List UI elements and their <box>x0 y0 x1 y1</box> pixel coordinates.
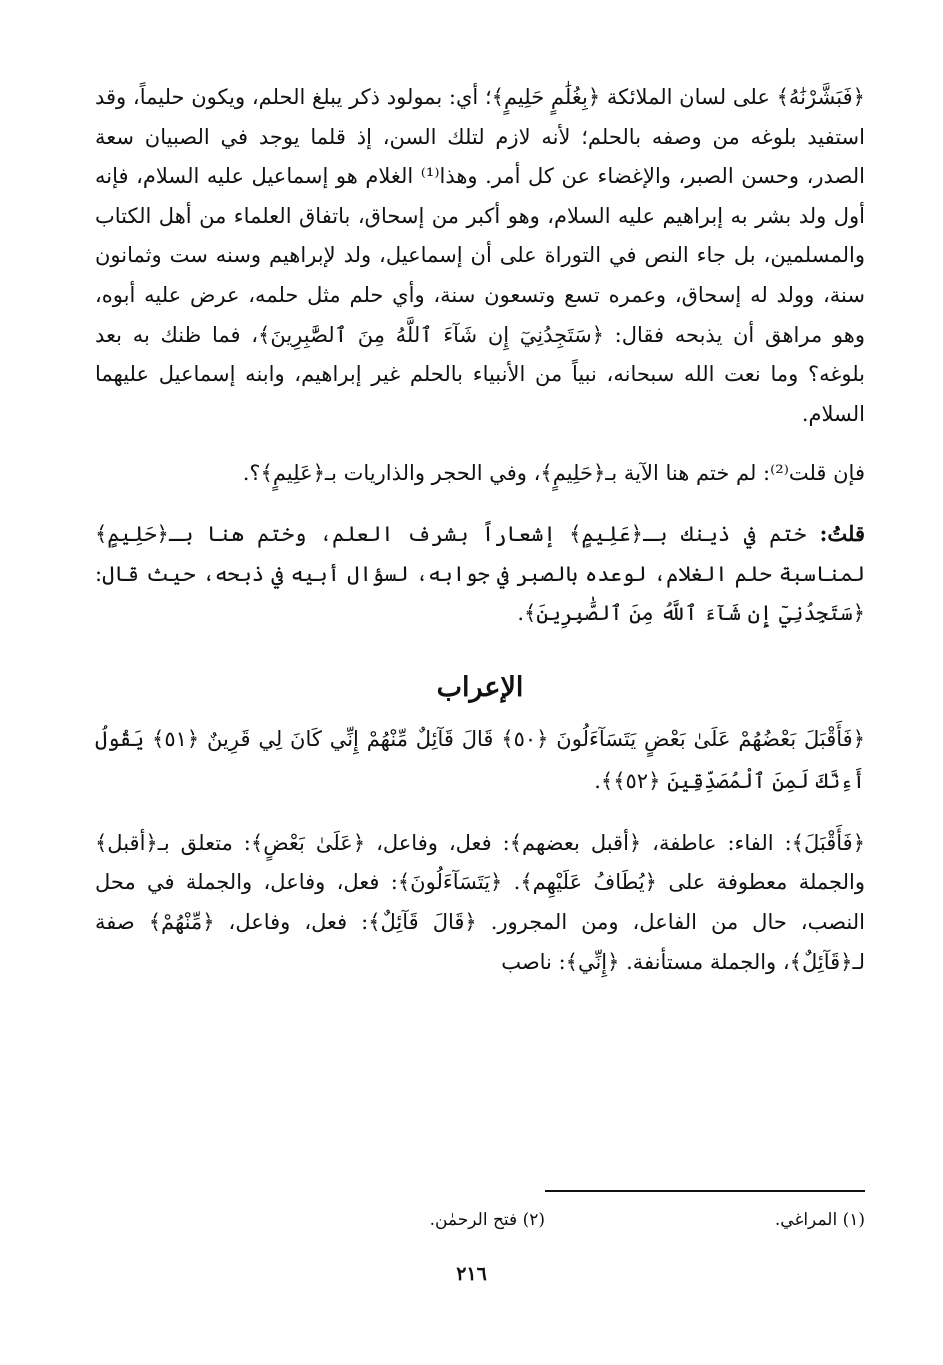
answer-lead: قلتُ: <box>819 520 865 546</box>
footnote-divider <box>545 1190 865 1192</box>
answer-text: ختم في ذينك بـ﴿عَلِيمٍ﴾ إشعاراً بشرف العلم، وختم هنا بـ﴿حَلِيمٍ﴾ لمناسبة حلم الغلام، لوعده بالصبر في جوابه، لسؤال أبيه في ذبحه، حيث قال: ﴿سَتَجِدُنِيٓ إِن شَآءَ ٱللَّهُ مِنَ ٱلصَّٰبِرِينَ﴾. <box>95 521 865 626</box>
section-heading: الإعراب <box>436 671 524 703</box>
footnote-1: (١) المراغي. <box>774 1210 865 1230</box>
page-body <box>95 78 865 982</box>
body-paragraph-3 <box>95 514 865 634</box>
body-paragraph-1: ﴿فَبَشَّرْنَٰهُ﴾ على لسان الملائكة ﴿بِغُلَٰمٍ حَلِيمٍ﴾؛ أي: بمولود ذكر يبلغ الحلم، ويكون حليماً، وقد استفيد بلوغه من وصفه بالحلم؛ لأنه لازم لتلك السن، إذ قلما يوجد في الصبيان سعة الصدر، وحسن الصبر، والإغضاء عن كل أمر. وهذا⁽¹⁾ الغلام هو إسماعيل عليه السلام، فإنه أول ولد بشر به إبراهيم عليه السلام، وهو أكبر من إسحاق، باتفاق العلماء من أهل الكتاب والمسلمين، بل جاء النص في التوراة على أن إسماعيل، ولد لإبراهيم وسنه ست وثمانون سنة، وولد له إسحاق، وعمره تسع وتسعون سنة، وأي حلم مثل حلمه، عرض عليه أبوه، وهو مراهق أن يذبحه فقال: ﴿سَتَجِدُنِيٓ إِن شَآءَ ٱللَّهُ مِنَ ٱلصَّٰبِرِينَ﴾، فما ظنك به بعد بلوغه؟ وما نعت الله سبحانه، نبياً من الأنبياء بالحلم غير إبراهيم، وابنه إسماعيل عليهما السلام. <box>95 85 865 426</box>
quran-verse: ﴿فَأَقْبَلَ بَعْضُهُمْ عَلَىٰ بَعْضٍ يَتَسَآءَلُونَ ﴿٥٠﴾ قَالَ قَآئِلٌ مِّنْهُمْ إِنِّي كَانَ لِي قَرِينٌ ﴿٥١﴾ يَقُولُ أَءِنَّكَ لَمِنَ ٱلْمُصَدِّقِينَ ﴿٥٢﴾﴾. <box>95 726 866 793</box>
page-number: ٢١٦ <box>456 1263 487 1285</box>
body-paragraph-2: فإن قلت⁽²⁾: لم ختم هنا الآية بـ﴿حَلِيمٍ﴾، وفي الحجر والذاريات بـ﴿عَلِيمٍ﴾؟. <box>242 461 865 486</box>
irab-paragraph: ﴿فَأَقْبَلَ﴾: الفاء: عاطفة، ﴿أقبل بعضهم﴾: فعل، وفاعل، ﴿عَلَىٰ بَعْضٍ﴾: متعلق بـ﴿أقبل﴾ والجملة معطوفة على ﴿يُطَافُ عَلَيْهِم﴾. ﴿يَتَسَآءَلُونَ﴾: فعل، وفاعل، والجملة في محل النصب، حال من الفاعل، ومن المجرور. ﴿قَالَ قَآئِلٌ﴾: فعل، وفاعل، ﴿مِّنْهُمْ﴾ صفة لـ﴿قَآئِلٌ﴾، والجملة مستأنفة. ﴿إِنِّي﴾: ناصب <box>95 830 865 974</box>
footnote-2: (٢) فتح الرحمٰن. <box>429 1210 545 1230</box>
